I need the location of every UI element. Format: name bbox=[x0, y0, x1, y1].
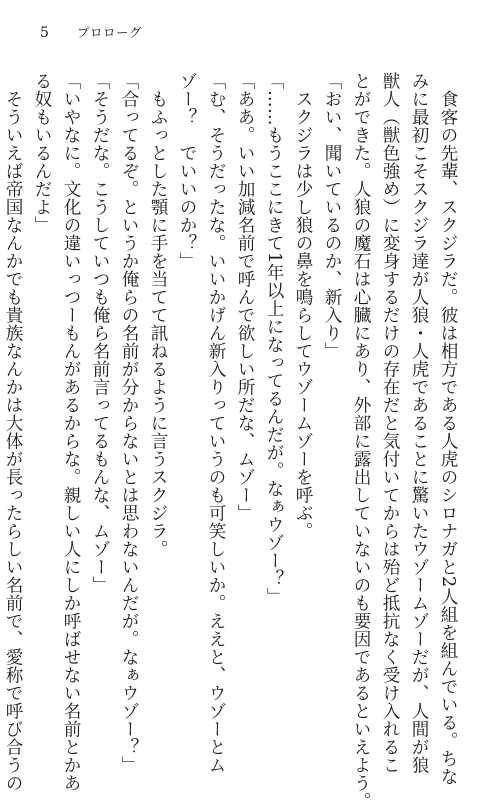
page-number: 5 bbox=[40, 25, 49, 41]
text-line: ゾー？ でいいのか？」 bbox=[177, 72, 197, 270]
text-line: みに最初こそスクジラ達が人狼・人虎であることに驚いたウゾームゾーだが、人間が狼 bbox=[409, 72, 429, 774]
text-line: スクジラは少し狼の鼻を鳴らしてウゾームゾーを呼ぶ。 bbox=[293, 89, 313, 540]
running-head: プロローグ bbox=[77, 25, 143, 40]
text-line: 獣人（獣色強め）に変身するだけの存在だと気付いてからは殆ど抵抗なく受け入れるこ bbox=[380, 72, 400, 774]
text-line: 「そうだな。こうしていつも俺ら名前言ってるもんな、ムゾー」 bbox=[90, 72, 110, 594]
text-line: 「……もうここにきて1年以上になってるんだが。なぁウゾー？」 bbox=[264, 72, 284, 606]
text-line: 「合ってるぞ。というか俺らの名前が分からないとは思わないんだが。なぁウゾー？」 bbox=[119, 72, 139, 774]
text-line: とができた。人狼の魔石は心臓にあり、外部に露出していないのも要因であるといえよう。 bbox=[351, 72, 371, 810]
text-line: る奴もいるんだよ」 bbox=[32, 72, 52, 234]
text-line: そういえば帝国なんかでも貴族なんかは大体が長ったらしい名前で、愛称で呼び合うの bbox=[3, 89, 23, 792]
text-line: 「いやなに。文化の違いっつーもんがあるからな。親しい人にしか呼ばせない名前とかあ bbox=[61, 72, 81, 792]
text-line: 「ああ。いい加減名前で呼んで欲しい所だな、ムゾー」 bbox=[235, 72, 255, 522]
vertical-body-text bbox=[3, 72, 462, 810]
text-line: もふっとした顎に手を当てて訊ねるように言うスクジラ。 bbox=[148, 89, 168, 558]
text-line: 食客の先輩、スクジラだ。彼は相方である人虎のシロナガと2人組を組んでいる。ちな bbox=[438, 89, 458, 786]
text-line: 「おい、聞いているのか、新入り」 bbox=[322, 72, 342, 360]
text-line: 「む、そうだったな。いいかげん新入りっていうのも可笑しいか。ええと、ウゾーとム bbox=[206, 72, 226, 774]
